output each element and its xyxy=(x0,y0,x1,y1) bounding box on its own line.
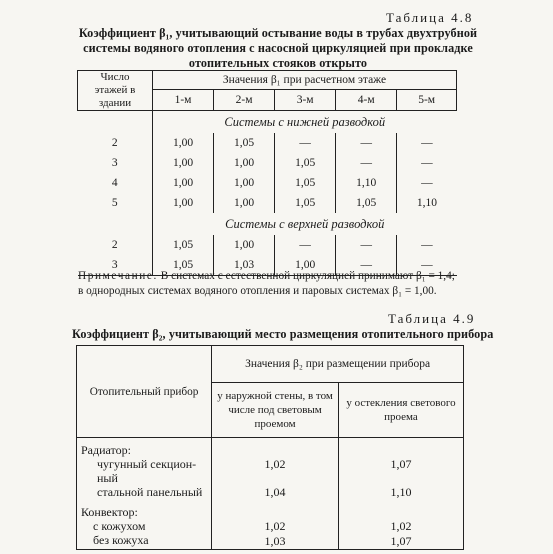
section-header-upper: Системы с верхней разводкой xyxy=(153,213,457,235)
header-line: проема xyxy=(384,411,418,423)
device-label: с кожухом xyxy=(77,519,212,534)
value-cell: — xyxy=(397,153,457,173)
skylight-header xyxy=(338,383,463,438)
value-cell: 1,00 xyxy=(153,153,214,173)
device-label: Радиатор: xyxy=(77,438,212,458)
value-cell: 1,00 xyxy=(214,235,275,255)
value-cell: 1,00 xyxy=(214,153,275,173)
header-line: проемом xyxy=(254,418,296,430)
value-cell xyxy=(338,472,463,485)
section-header-lower: Системы с нижней разводкой xyxy=(153,111,457,134)
note-text: В системах с естественной циркуляцией принимают β₁ = 1,4; xyxy=(157,270,455,282)
value-cell: 1,00 xyxy=(214,193,275,213)
table-row xyxy=(78,153,457,173)
header-line: числе под световым xyxy=(228,404,322,416)
floor-header: 4-м xyxy=(336,90,397,111)
value-cell: — xyxy=(336,255,397,276)
table-row xyxy=(78,235,457,255)
header-line: этажей в xyxy=(94,84,136,96)
floor-count: 5 xyxy=(111,197,118,209)
table-4-8-label: Таблица 4.8 xyxy=(386,10,474,25)
value-cell: 1,00 xyxy=(153,193,214,213)
floor-header: 2-м xyxy=(214,90,275,111)
value-cell: 1,05 xyxy=(214,133,275,153)
outer-wall-header xyxy=(212,383,339,438)
value-cell: 1,00 xyxy=(275,255,336,276)
value-cell xyxy=(212,438,339,458)
value-cell: 1,02 xyxy=(212,519,339,534)
header-line: у наружной стены, в том xyxy=(217,390,333,402)
table-row xyxy=(78,173,457,193)
value-cell: — xyxy=(397,133,457,153)
table-row xyxy=(77,457,464,472)
table-4-8-title xyxy=(78,26,478,71)
value-cell: — xyxy=(336,133,397,153)
floor-header: 3-м xyxy=(275,90,336,111)
values-header: Значения β₁ при расчетном этаже xyxy=(153,71,457,90)
note-text: в однородных системах водяного отопления и паровых системах β₁ = 1,00. xyxy=(78,285,437,297)
value-cell: 1,05 xyxy=(275,153,336,173)
value-cell: 1,05 xyxy=(275,173,336,193)
table-row xyxy=(78,193,457,213)
value-cell: — xyxy=(275,235,336,255)
value-cell: 1,00 xyxy=(214,173,275,193)
value-cell: 1,10 xyxy=(397,193,457,213)
floor-header: 1-м xyxy=(153,90,214,111)
floor-count: 2 xyxy=(111,239,118,251)
note-label: Примечание. xyxy=(78,270,158,282)
title-line: отопительных стояков открыто xyxy=(188,56,368,70)
table-4-9-label: Таблица 4.9 xyxy=(388,311,476,326)
device-header: Отопительный прибор xyxy=(77,346,212,438)
value-cell: 1,05 xyxy=(153,255,214,276)
value-cell: — xyxy=(397,255,457,276)
table-row xyxy=(77,438,464,458)
value-cell: 1,04 xyxy=(212,485,339,500)
floor-header: 5-м xyxy=(397,90,457,111)
value-cell xyxy=(338,438,463,458)
header-line: здании xyxy=(98,97,132,109)
values-header: Значения β₂ при размещении прибора xyxy=(212,346,464,383)
value-cell: 1,07 xyxy=(338,534,463,550)
device-label: стальной панельный xyxy=(77,485,212,500)
floor-count: 2 xyxy=(111,137,118,149)
table-row xyxy=(77,472,464,485)
value-cell: — xyxy=(275,133,336,153)
table-row xyxy=(77,500,464,519)
value-cell: 1,03 xyxy=(212,534,339,550)
title-line: Коэффициент β₁, учитывающий остывание воды в трубах двухтрубной xyxy=(78,26,478,40)
value-cell: 1,02 xyxy=(338,519,463,534)
table-row xyxy=(77,519,464,534)
table-row xyxy=(77,485,464,500)
value-cell xyxy=(212,500,339,519)
table-row xyxy=(78,133,457,153)
value-cell: 1,00 xyxy=(153,173,214,193)
table-4-8 xyxy=(77,70,457,276)
device-label: Конвектор: xyxy=(77,500,212,519)
value-cell: — xyxy=(397,235,457,255)
floor-count: 4 xyxy=(111,177,118,189)
value-cell: 1,07 xyxy=(338,457,463,472)
device-label: ный xyxy=(77,472,212,485)
table-4-8-note xyxy=(78,269,478,299)
device-label: без кожуха xyxy=(77,534,212,550)
value-cell: 1,02 xyxy=(212,457,339,472)
floors-count-header xyxy=(78,71,153,111)
floor-count: 3 xyxy=(111,157,118,169)
value-cell xyxy=(212,472,339,485)
device-label: чугунный секцион- xyxy=(77,457,212,472)
value-cell: 1,05 xyxy=(336,193,397,213)
value-cell: — xyxy=(336,235,397,255)
floor-count: 3 xyxy=(78,255,153,276)
value-cell: 1,10 xyxy=(338,485,463,500)
value-cell: — xyxy=(397,173,457,193)
value-cell: 1,05 xyxy=(275,193,336,213)
title-line: системы водяного отопления с насосной циркуляцией при прокладке xyxy=(83,41,473,55)
value-cell: 1,00 xyxy=(153,133,214,153)
table-4-9-title: Коэффициент β₂, учитывающий место размещения отопительного прибора xyxy=(72,327,494,341)
header-line: у остекления светового xyxy=(346,397,456,409)
value-cell: 1,05 xyxy=(153,235,214,255)
table-row xyxy=(77,534,464,550)
value-cell: — xyxy=(336,153,397,173)
header-line: Число xyxy=(100,71,130,83)
value-cell: 1,10 xyxy=(336,173,397,193)
value-cell: 1,03 xyxy=(214,255,275,276)
value-cell xyxy=(338,500,463,519)
table-4-9 xyxy=(76,345,464,550)
